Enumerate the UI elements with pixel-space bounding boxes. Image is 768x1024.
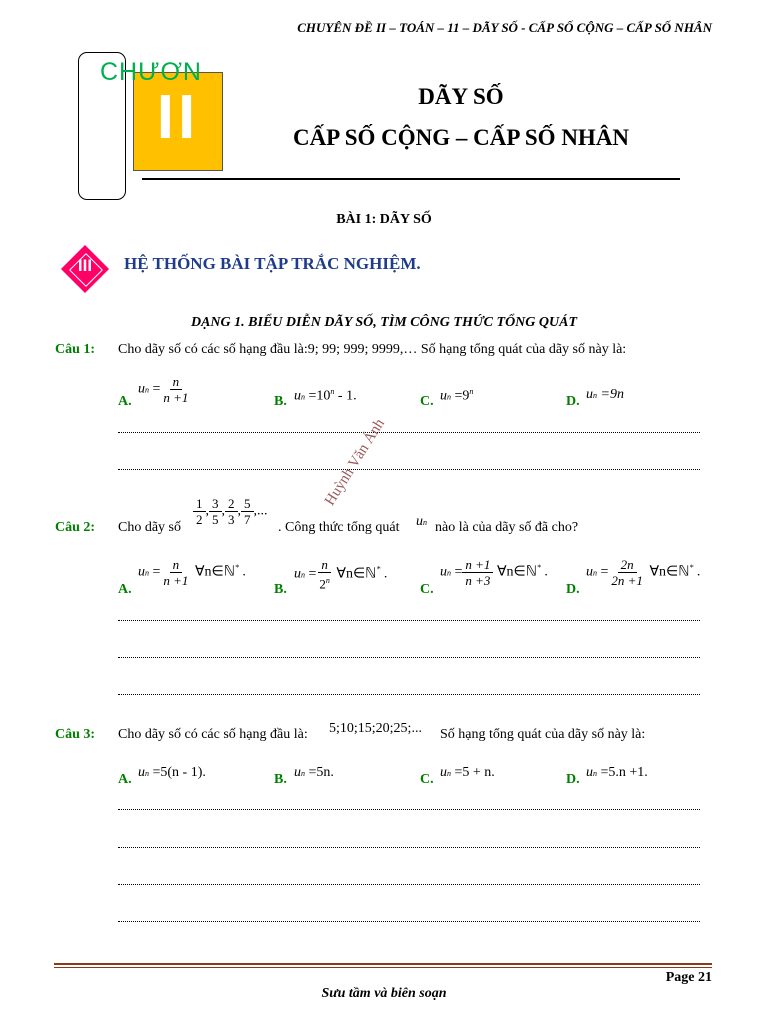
running-header: CHUYÊN ĐỀ II – TOÁN – 11 – DÃY SỐ - CẤP SỐ CỘNG – CẤP SỐ NHÂN	[297, 20, 712, 35]
topic-heading: DẠNG 1. BIỂU DIỄN DÃY SỐ, TÌM CÔNG THỨC TỔNG QUÁT	[190, 315, 578, 330]
q3-option-a-label[interactable]: A.	[118, 772, 132, 787]
footer-rule-thin	[54, 967, 712, 968]
answer-line	[118, 432, 700, 433]
q2-option-d-formula: un = $\frac{2n}{2n +1}$ ∀n∈ℕ* .	[586, 557, 701, 588]
section-title: HỆ THỐNG BÀI TẬP TRẮC NGHIỆM.	[124, 254, 421, 273]
page-number: Page 21	[665, 970, 712, 985]
question-1-label: Câu 1:	[55, 342, 96, 357]
answer-line	[118, 921, 700, 922]
section-numeral: III	[77, 256, 93, 275]
question-3-sequence: 5;10;15;20;25;...	[329, 721, 422, 736]
q2-option-d-label[interactable]: D.	[566, 582, 580, 597]
q3-option-b-label[interactable]: B.	[274, 772, 287, 787]
answer-line	[118, 694, 700, 695]
author-watermark: Huỳnh Văn Ánh	[322, 416, 388, 509]
q1-option-a-formula: un = $\frac{n}{n +1}$	[138, 374, 189, 405]
q3-option-c-label[interactable]: C.	[420, 772, 434, 787]
q3-option-d-formula: un =5.n +1.	[586, 765, 648, 780]
q2-option-c-formula: un = $\frac{n +1}{n +3}$ ∀n∈ℕ* .	[440, 557, 548, 588]
question-2-variable: un	[416, 514, 427, 529]
q1-option-d-label[interactable]: D.	[566, 394, 580, 409]
q2-option-c-label[interactable]: C.	[420, 582, 434, 597]
chapter-numeral: II	[156, 82, 200, 152]
q1-option-c-formula: un $=9^n$	[440, 387, 474, 404]
question-2-stem-prefix: Cho dãy số	[118, 520, 181, 535]
chapter-word: CHƯƠN	[100, 58, 202, 86]
q1-option-d-formula: un =9n	[586, 387, 624, 402]
question-2-stem-suffix: nào là của dãy số đã cho?	[435, 520, 579, 535]
answer-line	[118, 847, 700, 848]
chapter-title-line-2: CẤP SỐ CỘNG – CẤP SỐ NHÂN	[292, 125, 630, 150]
q3-option-a-formula: un =5(n - 1).	[138, 765, 206, 780]
answer-line	[118, 809, 700, 810]
chapter-title-line-1: DÃY SỐ	[418, 84, 504, 109]
q1-option-c-label[interactable]: C.	[420, 394, 434, 409]
question-1-stem: Cho dãy số có các số hạng đầu là:9; 99; 999; 9999,… Số hạng tổng quát của dãy số này là:	[118, 342, 627, 357]
q1-option-a-label[interactable]: A.	[118, 394, 132, 409]
footer-rule	[54, 963, 712, 965]
question-2-label: Câu 2:	[55, 520, 96, 535]
q2-option-b-formula: un = $\frac{n}{2^n}$ ∀n∈ℕ* .	[294, 557, 388, 592]
footer-credit: Sưu tầm và biên soạn	[321, 986, 447, 1001]
question-2-stem-mid: . Công thức tổng quát	[278, 520, 400, 535]
answer-line	[118, 469, 700, 470]
q2-option-a-formula: un = $\frac{n}{n +1}$ ∀n∈ℕ* .	[138, 557, 246, 588]
q2-option-a-label[interactable]: A.	[118, 582, 132, 597]
answer-line	[118, 620, 700, 621]
q2-option-b-label[interactable]: B.	[274, 582, 287, 597]
q3-option-b-formula: un =5n.	[294, 765, 334, 780]
q3-option-d-label[interactable]: D.	[566, 772, 580, 787]
q1-option-b-label[interactable]: B.	[274, 394, 287, 409]
question-2-sequence: $\frac{1}{2}$ , $\frac{3}{5}$ , $\frac{2}{3}$ , $\frac{5}{7}$ ,...	[193, 496, 268, 527]
question-3-stem-suffix: Số hạng tổng quát của dãy số này là:	[440, 727, 646, 742]
question-3-label: Câu 3:	[55, 727, 96, 742]
q1-option-b-formula: un $=10^n - 1$.	[294, 387, 357, 404]
title-underline	[142, 178, 680, 180]
answer-line	[118, 657, 700, 658]
question-3-stem-prefix: Cho dãy số có các số hạng đầu là:	[118, 727, 308, 742]
lesson-title: BÀI 1: DÃY SỐ	[336, 212, 432, 227]
q3-option-c-formula: un =5 + n.	[440, 765, 495, 780]
answer-line	[118, 884, 700, 885]
